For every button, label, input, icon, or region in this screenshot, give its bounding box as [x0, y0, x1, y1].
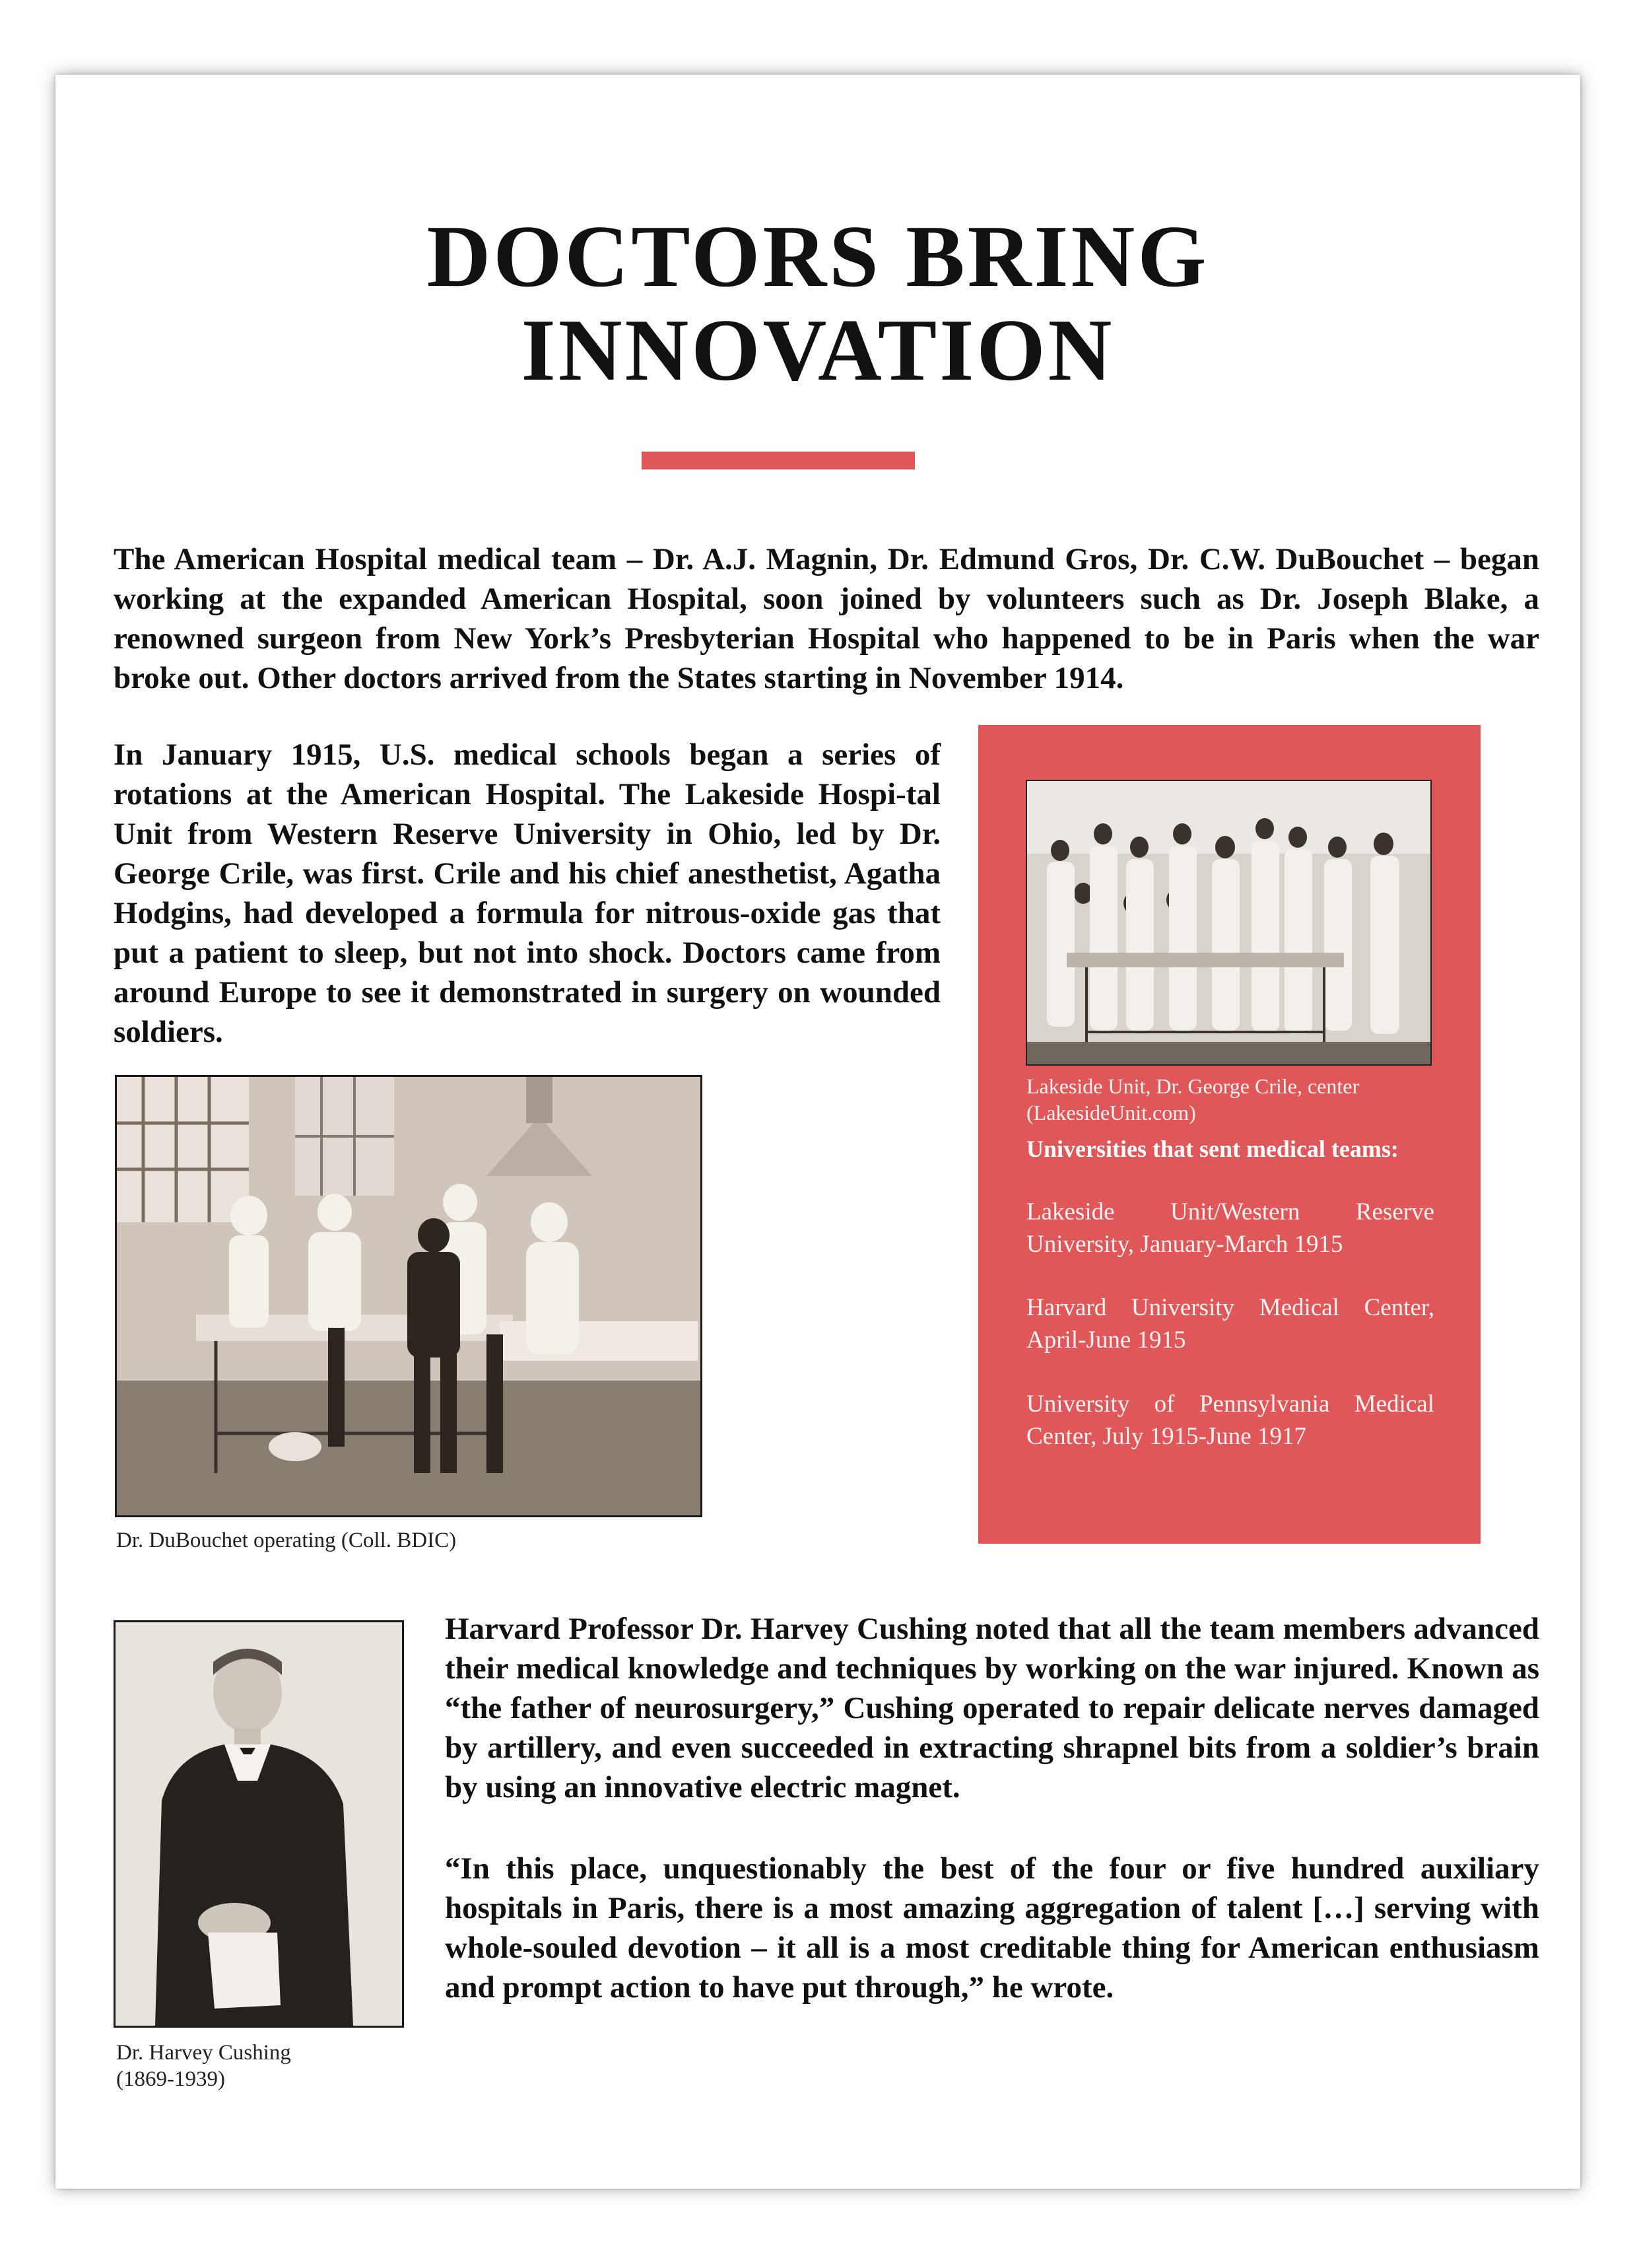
operating-room-photo: [115, 1075, 702, 1517]
rotations-paragraph: In January 1915, U.S. medical schools began a series of rotations at the American Hospital. The Lakeside Hospi-tal Unit from Western Reserve University in Ohio, led by Dr. George Crile, was first. Crile and his chief anesthetist, Agatha Hodgins, had developed a formula for nitrous-oxide gas that put a patient to sleep, but not into shock. Doctors came from around Europe to see it demonstrated in surgery on wounded soldiers.: [114, 738, 941, 1049]
portrait-caption-line-1: Dr. Harvey Cushing: [116, 2041, 291, 2065]
poster-page: [55, 75, 1580, 2189]
portrait-caption-line-2: (1869-1939): [116, 2067, 225, 2091]
cushing-portrait: [114, 1620, 404, 2028]
lakeside-caption-line-1: Lakeside Unit, Dr. George Crile, center: [1026, 1074, 1360, 1098]
sidebar-heading: Universities that sent medical teams:: [1026, 1136, 1399, 1162]
lakeside-unit-photo: [1026, 780, 1432, 1066]
page-title: [55, 209, 1580, 397]
portrait-caption: [116, 2040, 291, 2092]
lakeside-caption-line-2: (LakesideUnit.com): [1026, 1101, 1196, 1124]
operating-photo-caption: Dr. DuBouchet operating (Coll. BDIC): [116, 1529, 457, 1552]
title-divider: [642, 452, 915, 469]
title-line-2: INNOVATION: [521, 301, 1115, 399]
university-item-pennsylvania: University of Pennsylvania Medical Center, July 1915-June 1917: [1026, 1391, 1434, 1450]
lakeside-photo-caption: [1026, 1073, 1436, 1126]
intro-paragraph: The American Hospital medical team – Dr. A.J. Magnin, Dr. Edmund Gros, Dr. C.W. DuBouchet – began working at the expanded American Hospital, soon joined by volunteers such as Dr. Joseph Blake, a renowned surgeon from New York’s Presbyterian Hospital who happened to be in Paris when the war broke out. Other doctors arrived from the States starting in November 1914.: [114, 542, 1539, 695]
cushing-quote: “In this place, unquestionably the best of the four or five hundred auxiliary hospitals in Paris, there is a most amazing aggregation of talent […] serving with whole-souled devotion – it all is a most creditable thing for American enthusiasm and prompt action to have put through,” he wrote.: [445, 1851, 1539, 2005]
cushing-paragraph: Harvard Professor Dr. Harvey Cushing noted that all the team members advanced their medical knowledge and techniques by working on the war injured. Known as “the father of neurosurgery,” Cushing operated to repair delicate nerves damaged by artillery, and even succeeded in extracting shrapnel bits from a soldier’s brain by using an innovative electric magnet.: [445, 1612, 1539, 1804]
title-line-1: DOCTORS BRING: [426, 207, 1209, 305]
university-item-harvard: Harvard University Medical Center, April-June 1915: [1026, 1294, 1434, 1354]
universities-sidebar: [978, 725, 1481, 1544]
university-item-lakeside: Lakeside Unit/Western Reserve University, January-March 1915: [1026, 1198, 1434, 1258]
